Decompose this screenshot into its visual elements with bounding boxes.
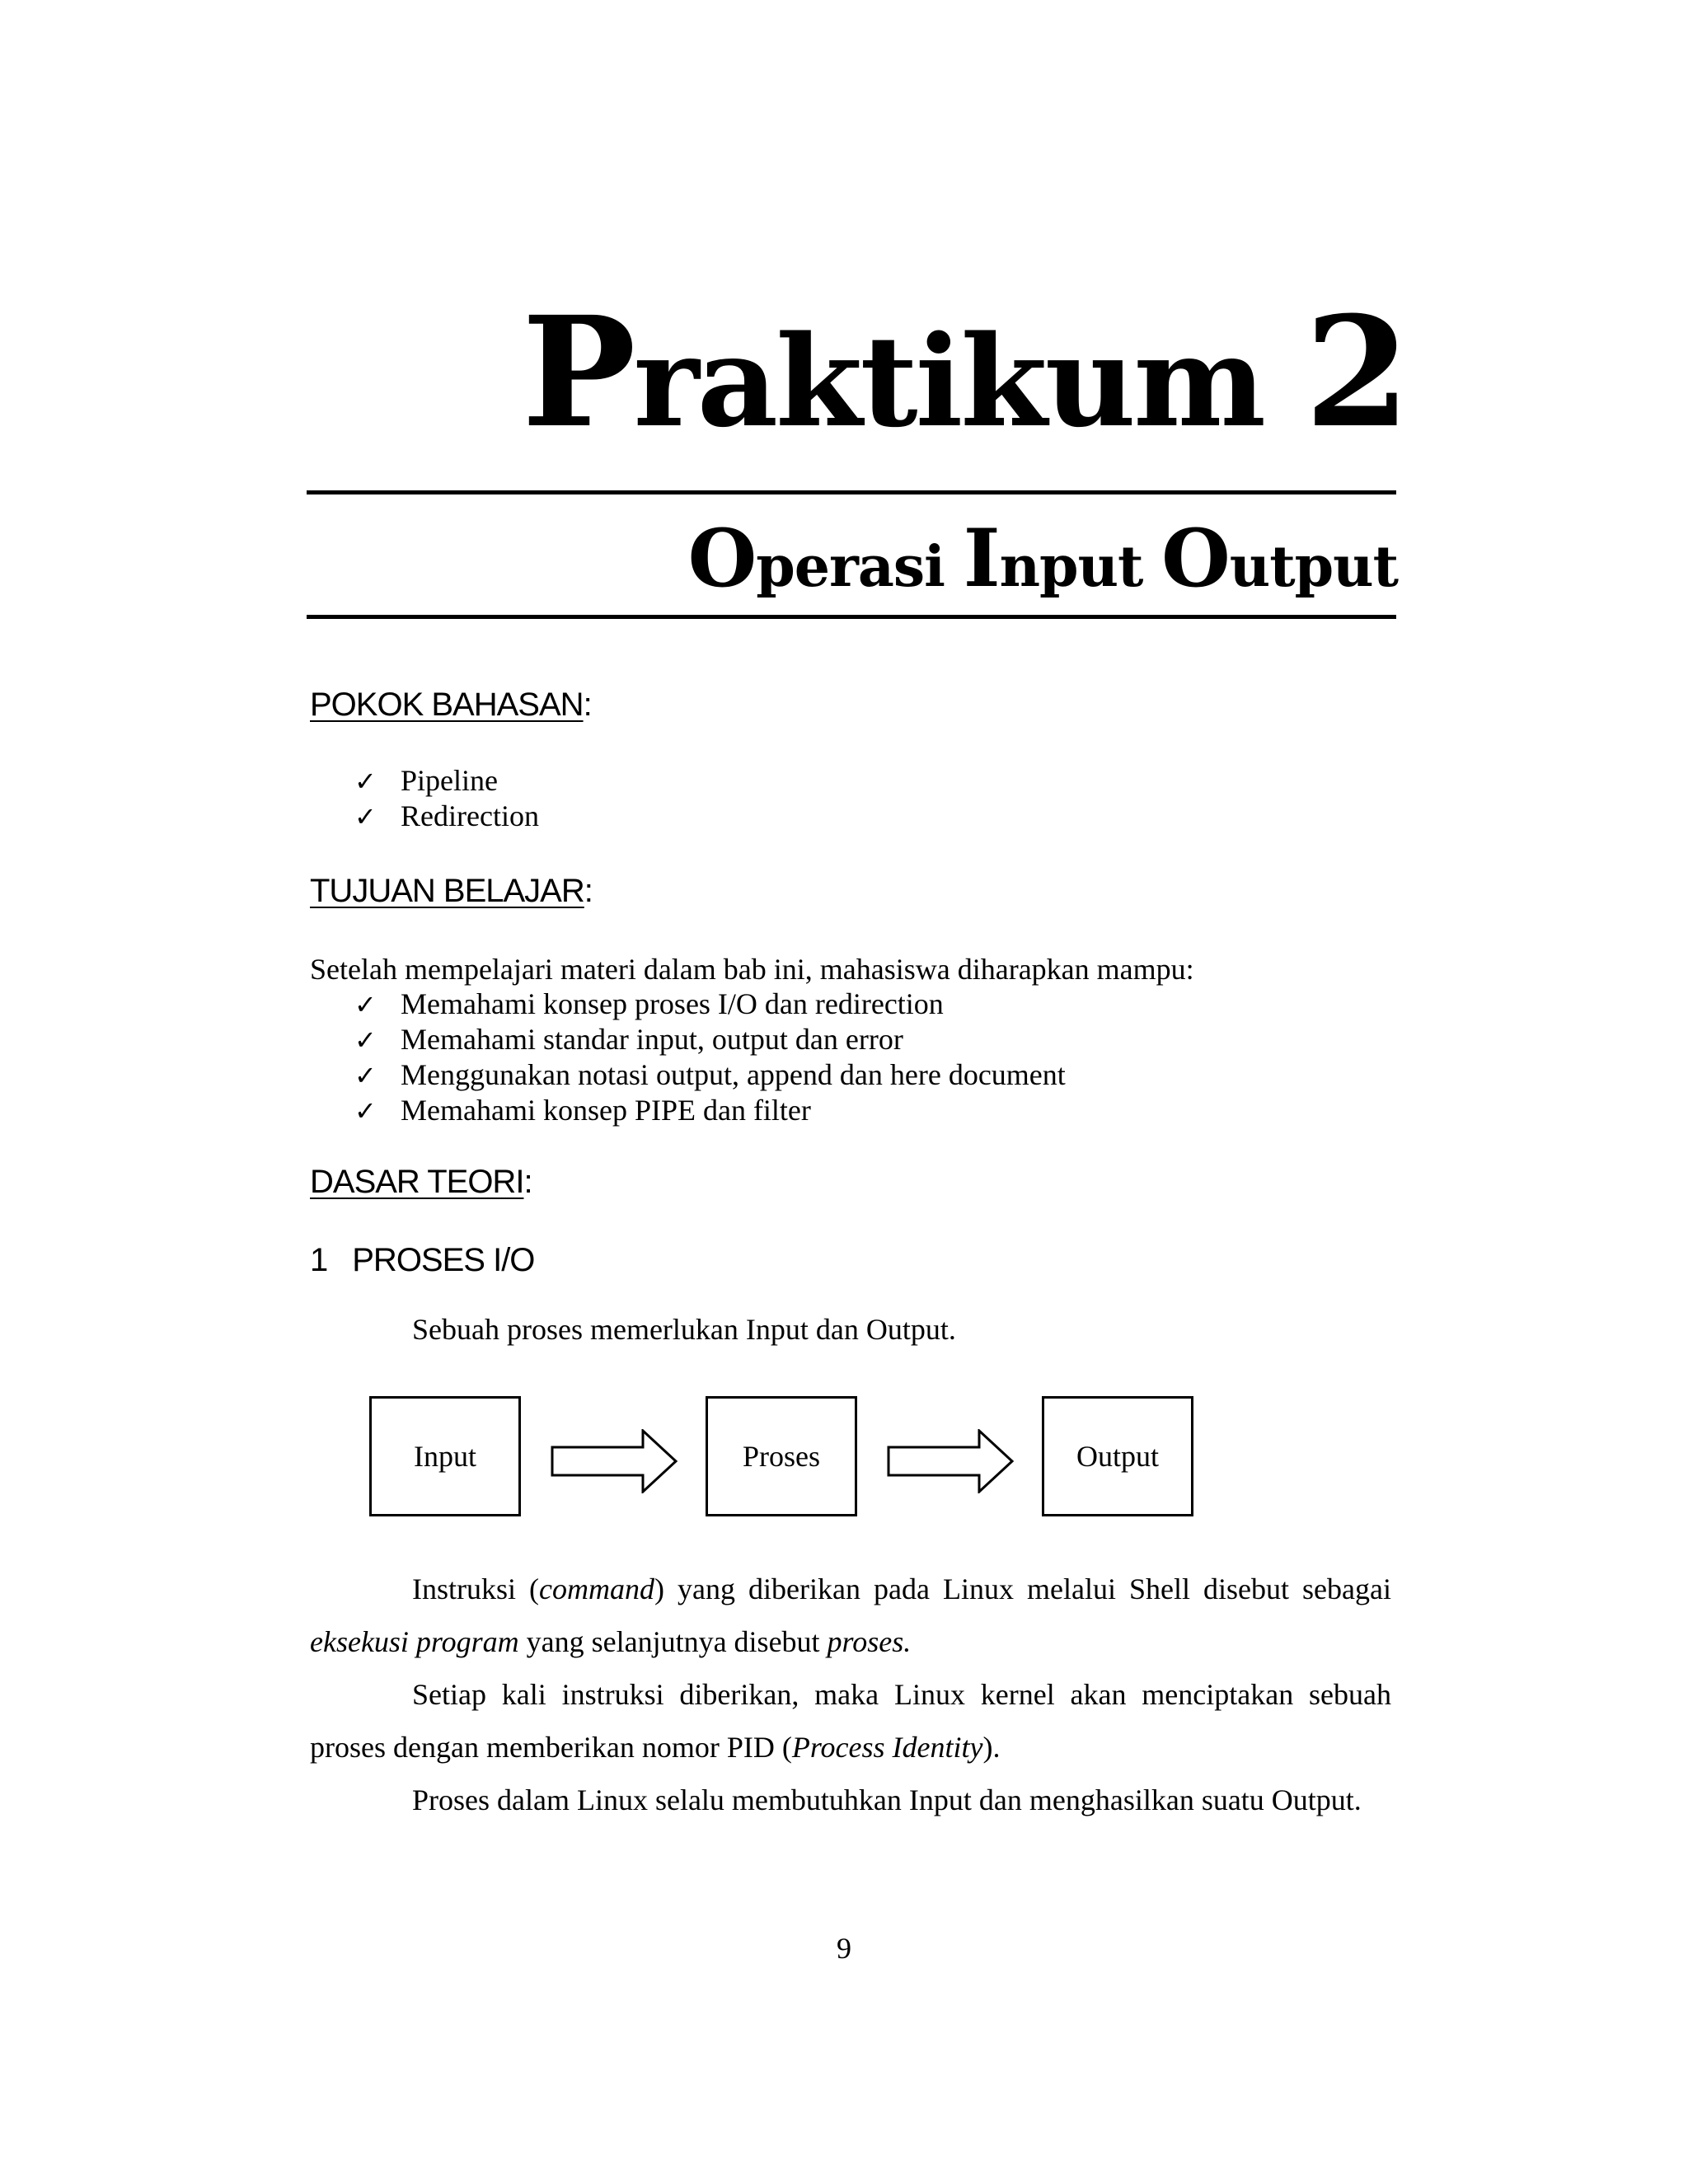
heading-proses-io: [310, 1244, 534, 1277]
diagram-box-label: Proses: [742, 1440, 820, 1473]
title-rule-top: [307, 490, 1396, 494]
list-item-text: Memahami standar input, output dan error: [401, 1023, 903, 1056]
italic-run: eksekusi program: [310, 1625, 519, 1658]
check-icon: ✓: [354, 766, 377, 797]
text-run: yang selanjutnya disebut: [518, 1625, 828, 1658]
subtitle-word-2-rest: nput: [999, 534, 1143, 600]
paragraph-setiap-kali: [310, 1668, 1391, 1774]
heading-dasar-teori: [310, 1165, 532, 1198]
chapter-title-initial: P: [522, 284, 634, 462]
subtitle-word-1-initial: O: [687, 512, 757, 605]
arrow-right-icon: [887, 1429, 1015, 1493]
subtitle-word-3-initial: O: [1161, 512, 1230, 605]
heading-colon: :: [583, 687, 592, 723]
list-item-text: Pipeline: [401, 764, 498, 797]
paragraph-proses-dalam-linux: Proses dalam Linux selalu membutuhkan Input dan menghasilkan suatu Output.: [412, 1783, 1362, 1816]
heading-colon: :: [584, 873, 593, 909]
check-icon: ✓: [354, 989, 377, 1020]
text-run: Setiap kali instruksi diberikan, maka Linux kernel akan menciptakan sebuah proses dengan memberikan nomor PID (: [310, 1678, 1391, 1764]
heading-pokok-bahasan: [310, 688, 592, 721]
list-item: [354, 799, 539, 834]
check-icon: ✓: [354, 1060, 377, 1091]
italic-run: Process Identity: [791, 1731, 983, 1764]
list-item: [354, 987, 1066, 1022]
italic-run: command: [539, 1572, 654, 1605]
list-item-text: Redirection: [401, 799, 539, 832]
list-item-text: Memahami konsep PIPE dan filter: [401, 1094, 811, 1127]
list-item: [354, 1093, 1066, 1128]
check-icon: ✓: [354, 801, 377, 832]
chapter-title: [522, 284, 1408, 462]
title-rule-bottom: [307, 615, 1396, 619]
text-run: ) yang diberikan pada Linux melalui Shell disebut sebagai: [654, 1572, 1391, 1605]
list-item: [354, 1057, 1066, 1093]
heading-tujuan-belajar-text: TUJUAN BELAJAR: [310, 873, 584, 909]
heading-tujuan-belajar: [310, 874, 593, 907]
chapter-subtitle: [687, 512, 1398, 605]
list-item: [354, 1022, 1066, 1057]
heading-colon: :: [523, 1164, 532, 1200]
subtitle-word-2-initial: I: [963, 512, 1000, 605]
tujuan-list: [354, 987, 1066, 1128]
heading-dasar-teori-text: DASAR TEORI: [310, 1164, 524, 1200]
arrow-right-icon: [551, 1429, 679, 1493]
italic-run: proses.: [827, 1625, 912, 1658]
subtitle-word-1-rest: perasi: [756, 534, 945, 600]
tujuan-intro: Setelah mempelajari materi dalam bab ini, mahasiswa diharapkan mampu:: [310, 953, 1194, 986]
proses-intro: Sebuah proses memerlukan Input dan Output.: [412, 1313, 956, 1346]
diagram-box-input: [369, 1396, 521, 1516]
pokok-bahasan-list: [354, 763, 539, 834]
chapter-title-rest: raktikum: [633, 307, 1264, 455]
subtitle-word-3-rest: utput: [1229, 534, 1398, 600]
check-icon: ✓: [354, 1024, 377, 1056]
paragraph-instruksi: [310, 1563, 1391, 1668]
diagram-box-output: [1042, 1396, 1193, 1516]
text-run: ).: [982, 1731, 1001, 1764]
check-icon: ✓: [354, 1095, 377, 1127]
text-run: Instruksi (: [412, 1572, 540, 1605]
heading-pokok-bahasan-text: POKOK BAHASAN: [310, 687, 584, 723]
diagram-box-label: Output: [1076, 1440, 1159, 1473]
list-item: [354, 763, 539, 799]
page-number: 9: [837, 1932, 851, 1965]
diagram-box-label: Input: [414, 1440, 476, 1473]
body-paragraphs: [310, 1563, 1391, 1826]
section-number: 1: [310, 1242, 328, 1278]
list-item-text: Memahami konsep proses I/O dan redirection: [401, 987, 944, 1020]
section-title: PROSES I/O: [352, 1242, 535, 1278]
list-item-text: Menggunakan notasi output, append dan here document: [401, 1058, 1066, 1091]
diagram-box-proses: [706, 1396, 857, 1516]
chapter-number: 2: [1304, 284, 1408, 462]
